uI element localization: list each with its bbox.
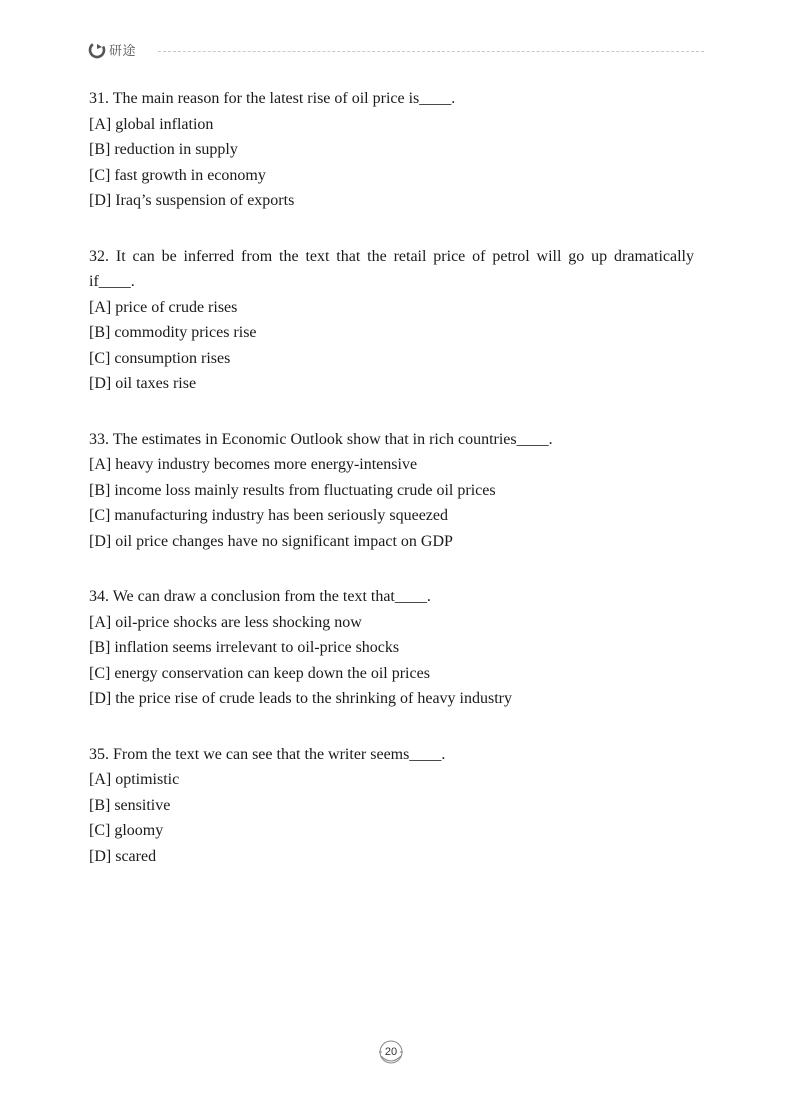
option-a: [A] oil-price shocks are less shocking now <box>89 613 362 631</box>
option-d: [D] Iraq’s suspension of exports <box>89 192 295 209</box>
option-b: [B] income loss mainly results from fluctuating crude oil prices <box>89 481 496 499</box>
page-number: 20 <box>384 1046 398 1058</box>
option-c: [C] consumption rises <box>89 349 231 367</box>
option-a: [A] optimistic <box>89 771 180 788</box>
brand-text: 研途 <box>109 44 137 59</box>
option-c: [C] gloomy <box>89 822 164 839</box>
question-stem: 32. It can be inferred from the text that the retail price of petrol will go up dramatically if____. <box>89 247 694 290</box>
option-b: [B] inflation seems irrelevant to oil-price shocks <box>89 639 400 656</box>
option-c: [C] energy conservation can keep down the oil prices <box>89 664 430 682</box>
option-b: [B] reduction in supply <box>89 141 238 158</box>
question-stem: 31. The main reason for the latest rise of oil price is____. <box>89 90 456 107</box>
brand-logo <box>88 40 136 59</box>
question-35 <box>89 742 694 870</box>
swirl-logo-icon <box>88 41 106 59</box>
option-d: [D] the price rise of crude leads to the shrinking of heavy industry <box>89 690 512 707</box>
question-32 <box>89 244 694 397</box>
question-stem: 34. We can draw a conclusion from the text that____. <box>89 588 431 605</box>
option-d: [D] oil price changes have no significant impact on GDP <box>89 532 453 550</box>
question-31 <box>89 86 694 214</box>
option-a: [A] price of crude rises <box>89 298 238 316</box>
option-c: [C] fast growth in economy <box>89 166 266 184</box>
header-divider <box>158 51 704 52</box>
option-d: [D] scared <box>89 847 157 865</box>
question-stem: 35. From the text we can see that the writer seems____. <box>89 745 446 763</box>
question-stem: 33. The estimates in Economic Outlook show that in rich countries____. <box>89 430 553 448</box>
option-d: [D] oil taxes rise <box>89 375 197 392</box>
question-33 <box>89 427 694 555</box>
option-b: [B] commodity prices rise <box>89 324 257 341</box>
question-list <box>89 86 694 899</box>
option-c: [C] manufacturing industry has been seriously squeezed <box>89 507 449 524</box>
option-b: [B] sensitive <box>89 796 171 814</box>
option-a: [A] heavy industry becomes more energy-intensive <box>89 456 418 473</box>
page-header <box>88 40 704 64</box>
page-number-badge <box>377 1038 405 1066</box>
option-a: [A] global inflation <box>89 115 214 133</box>
question-34 <box>89 584 694 712</box>
